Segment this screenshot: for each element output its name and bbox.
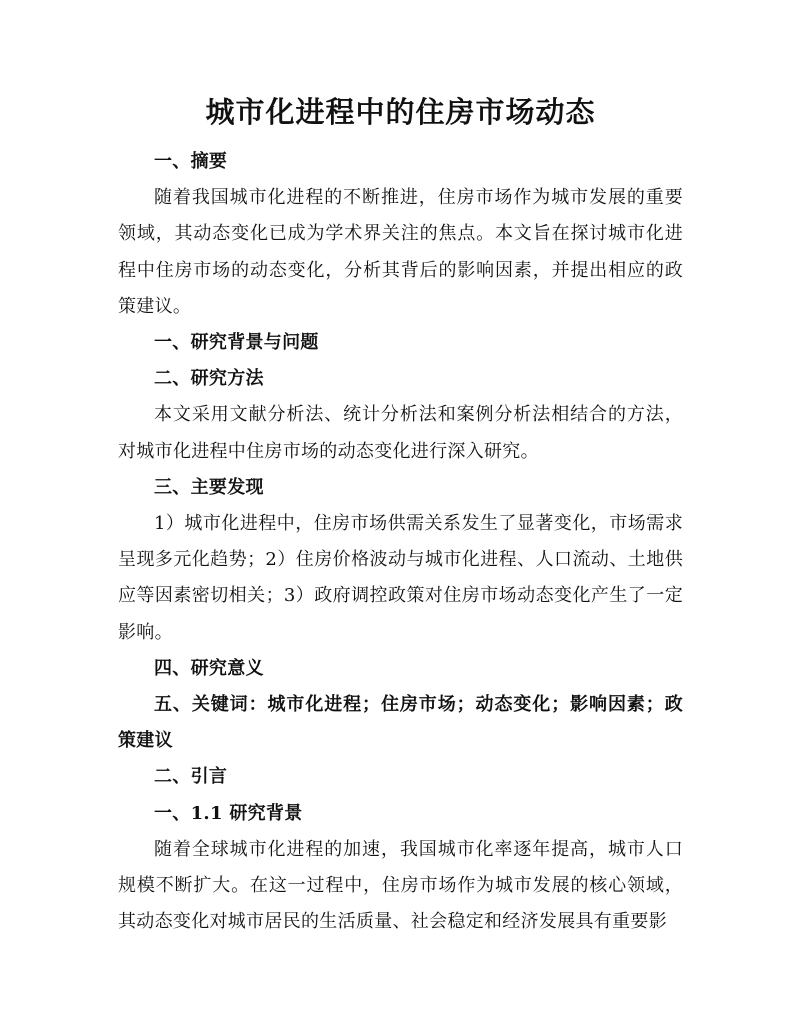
body-paragraph: 1）城市化进程中，住房市场供需关系发生了显著变化，市场需求呈现多元化趋势；2）住房价格波动与城市化进程、人口流动、土地供应等因素密切相关；3）政府调控政策对住房市场动态变化产生了一定影响。 — [118, 513, 683, 643]
body-paragraph: 随着我国城市化进程的不断推进，住房市场作为城市发展的重要领域，其动态变化已成为学术界关注的焦点。本文旨在探讨城市化进程中住房市场的动态变化，分析其背后的影响因素，并提出相应的政策建议。 — [118, 187, 683, 317]
document-body — [118, 144, 683, 940]
section-heading: 四、研究意义 — [154, 657, 264, 679]
section-heading: 一、研究背景与问题 — [154, 332, 319, 354]
subsection-heading: 一、1.1 研究背景 — [154, 802, 303, 824]
section-heading: 一、摘要 — [154, 151, 228, 172]
section-heading: 二、研究方法 — [154, 368, 264, 390]
body-paragraph: 本文采用文献分析法、统计分析法和案例分析法相结合的方法，对城市化进程中住房市场的动态变化进行深入研究。 — [118, 404, 683, 462]
keywords-line: 五、关键词：城市化进程；住房市场；动态变化；影响因素；政策建议 — [118, 694, 683, 752]
section-heading: 二、引言 — [154, 766, 228, 788]
section-heading: 三、主要发现 — [154, 476, 264, 498]
body-paragraph: 随着全球城市化进程的加速，我国城市化率逐年提高，城市人口规模不断扩大。在这一过程中，住房市场作为城市发展的核心领域，其动态变化对城市居民的生活质量、社会稳定和经济发展具有重要影 — [118, 838, 683, 933]
document-title: 城市化进程中的住房市场动态 — [205, 95, 596, 129]
